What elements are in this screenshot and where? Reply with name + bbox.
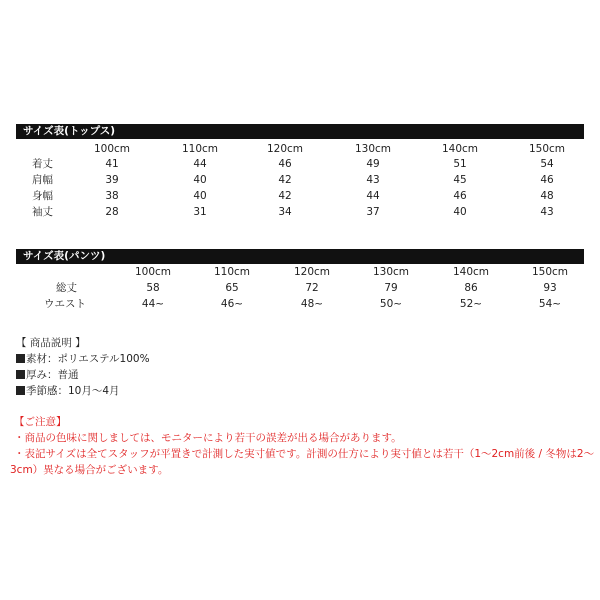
table-cell: 46 (453, 190, 467, 202)
size-header-110: 110cm (181, 143, 219, 155)
table-cell: 40 (193, 174, 207, 186)
square-bullet-icon (16, 354, 25, 363)
table-cell: 39 (105, 174, 119, 186)
table-cell: 45 (453, 174, 467, 186)
size-header-120: 120cm (266, 143, 304, 155)
table-cell: 44 (193, 158, 207, 170)
description-item-thickness (16, 369, 79, 381)
table-cell: 46 (540, 174, 554, 186)
size-header-140: 140cm (441, 143, 479, 155)
square-bullet-icon (16, 386, 25, 395)
description-text: 季節感：10月～4月 (26, 385, 120, 397)
table-cell: 46 (278, 158, 292, 170)
row-label: ウエスト (44, 298, 86, 310)
note-line-2: ・表記サイズは全てスタッフが平置きで計測した実寸値です。計測の仕方により実寸値とは若干（1～2cm前後 / 冬物は2～ (14, 448, 595, 460)
table-cell: 48~ (300, 298, 324, 310)
table-cell: 41 (105, 158, 119, 170)
size-header-100: 100cm (93, 143, 131, 155)
table-cell: 86 (464, 282, 478, 294)
note-line-1: ・商品の色味に関しましては、モニターにより若干の誤差が出る場合があります。 (14, 432, 402, 444)
size-header-140: 140cm (452, 266, 490, 278)
table-cell: 34 (278, 206, 292, 218)
size-header-100: 100cm (134, 266, 172, 278)
tops-size-table-title: サイズ表(トップス) (16, 124, 584, 139)
table-cell: 54~ (538, 298, 562, 310)
size-header-110: 110cm (213, 266, 251, 278)
table-cell: 46~ (220, 298, 244, 310)
description-item-material (16, 353, 150, 365)
size-header-120: 120cm (293, 266, 331, 278)
table-cell: 72 (305, 282, 319, 294)
table-cell: 42 (278, 174, 292, 186)
table-cell: 51 (453, 158, 467, 170)
row-label: 袖丈 (32, 206, 53, 218)
table-cell: 44 (366, 190, 380, 202)
table-cell: 65 (225, 282, 239, 294)
table-cell: 43 (540, 206, 554, 218)
table-cell: 54 (540, 158, 554, 170)
table-cell: 93 (543, 282, 557, 294)
size-header-130: 130cm (372, 266, 410, 278)
pants-size-table-title: サイズ表(パンツ) (16, 249, 584, 264)
row-label: 肩幅 (32, 174, 53, 186)
table-cell: 43 (366, 174, 380, 186)
square-bullet-icon (16, 370, 25, 379)
table-cell: 42 (278, 190, 292, 202)
description-text: 素材：ポリエステル100% (26, 353, 150, 365)
table-cell: 44~ (141, 298, 165, 310)
table-cell: 40 (453, 206, 467, 218)
size-header-150: 150cm (531, 266, 569, 278)
row-label: 着丈 (32, 158, 53, 170)
notes-heading: 【ご注意】 (14, 416, 67, 428)
table-cell: 37 (366, 206, 380, 218)
table-cell: 48 (540, 190, 554, 202)
table-cell: 40 (193, 190, 207, 202)
row-label: 総丈 (56, 282, 77, 294)
size-header-150: 150cm (528, 143, 566, 155)
table-cell: 50~ (379, 298, 403, 310)
size-header-130: 130cm (354, 143, 392, 155)
table-cell: 31 (193, 206, 207, 218)
table-cell: 49 (366, 158, 380, 170)
table-cell: 38 (105, 190, 119, 202)
table-cell: 52~ (459, 298, 483, 310)
description-heading: 【 商品説明 】 (16, 337, 86, 349)
note-line-3: 3cm）異なる場合がございます。 (10, 464, 169, 476)
description-item-season (16, 385, 120, 397)
table-cell: 58 (146, 282, 160, 294)
row-label: 身幅 (32, 190, 53, 202)
table-cell: 28 (105, 206, 119, 218)
description-text: 厚み：普通 (26, 369, 79, 381)
table-cell: 79 (384, 282, 398, 294)
